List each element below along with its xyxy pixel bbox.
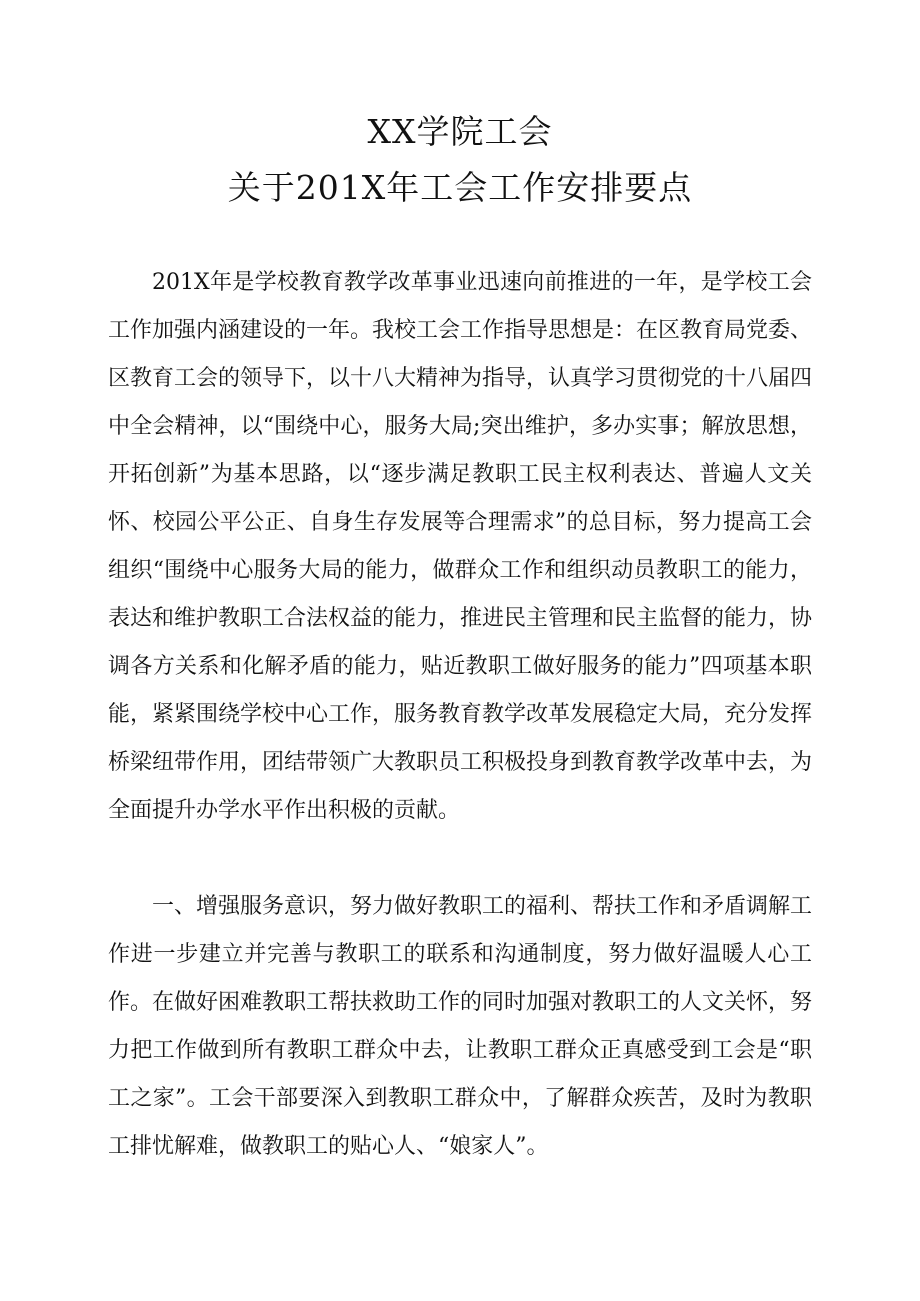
document-title-line-1: XX学院工会 [367,112,553,151]
document-title-line-2: 关于201X年工会工作安排要点 [227,168,693,207]
paragraph-intro: 201X年是学校教育教学改革事业迅速向前推进的一年，是学校工会工作加强内涵建设的一年。我校工会工作指导思想是：在区教育局党委、区教育工会的领导下，以十八大精神为指导，认真学习贯彻党的十八届四中全会精神，以“围绕中心，服务大局;突出维护，多办实事；解放思想，开拓创新”为基本思路，以“逐步满足教职工民主权利表达、普遍人文关怀、校园公平公正、自身生存发展等合理需求”的总目标，努力提高工会组织“围绕中心服务大局的能力，做群众工作和组织动员教职工的能力，表达和维护教职工合法权益的能力，推进民主管理和民主监督的能力，协调各方关系和化解矛盾的能力，贴近教职工做好服务的能力”四项基本职能，紧紧围绕学校中心工作，服务教育教学改革发展稳定大局，充分发挥桥梁纽带作用，团结带领广大教职员工积极投身到教育教学改革中去，为全面提升办学水平作出积极的贡献。 [108,270,813,823]
paragraph-section-1: 一、增强服务意识，努力做好教职工的福利、帮扶工作和矛盾调解工作进一步建立并完善与教职工的联系和沟通制度，努力做好温暖人心工作。在做好困难教职工帮扶救助工作的同时加强对教职工的人文关怀，努力把工作做到所有教职工群众中去，让教职工群众正真感受到工会是“职工之家”。工会干部要深入到教职工群众中，了解群众疾苦，及时为教职工排忧解难，做教职工的贴心人、“娘家人”。 [108,894,813,1159]
